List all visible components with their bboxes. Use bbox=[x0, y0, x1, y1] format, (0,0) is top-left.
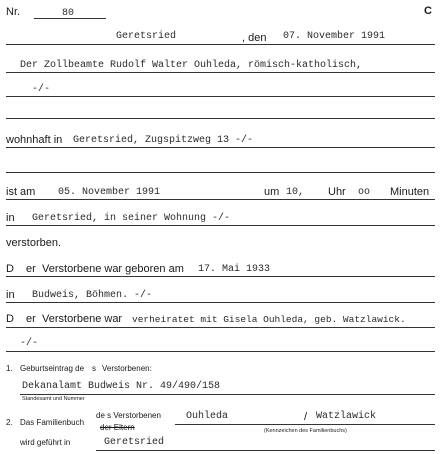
nr-label: Nr. bbox=[6, 6, 21, 18]
marriage-underline-1 bbox=[6, 327, 435, 328]
geburtseintrag-s: s bbox=[92, 364, 96, 373]
familienbuch-number: 2. bbox=[6, 418, 13, 427]
uhr-label: Uhr bbox=[328, 186, 346, 198]
nr-underline bbox=[34, 18, 106, 19]
familienbuch-struck-eltern: der Eltern bbox=[100, 423, 135, 432]
um-label: um bbox=[264, 186, 280, 198]
blank-underline-1 bbox=[6, 118, 435, 119]
familienbuch-name-1: Ouhleda bbox=[186, 411, 229, 422]
birth-place: Budweis, Böhmen. -/- bbox=[32, 290, 153, 301]
birth-in-label: in bbox=[6, 289, 15, 301]
gefuehrt-underline bbox=[96, 450, 435, 451]
person-underline-1 bbox=[6, 72, 435, 73]
header-underline bbox=[6, 44, 435, 45]
birth-d-letter: D bbox=[6, 263, 14, 275]
geburtseintrag-value: Dekanalamt Budweis Nr. 49/490/158 bbox=[22, 381, 221, 392]
blank-underline-2 bbox=[6, 172, 435, 173]
birth-date: 17. Mai 1933 bbox=[198, 264, 271, 275]
den-label: , den bbox=[242, 32, 267, 44]
marriage-er: er bbox=[26, 313, 36, 325]
record-date: 07. November 1991 bbox=[283, 31, 386, 42]
minuten-label: Minuten bbox=[390, 186, 430, 198]
geburtseintrag-label: Geburtseintrag de bbox=[20, 364, 85, 373]
marriage-value: verheiratet mit Gisela Ouhleda, geb. Watzlawick. bbox=[132, 314, 406, 325]
nr-value: 80 bbox=[62, 8, 75, 19]
geburtseintrag-sublabel: Standesamt und Nummer bbox=[22, 396, 85, 402]
residence-underline bbox=[6, 147, 435, 148]
marriage-label: Verstorbene war bbox=[42, 313, 123, 325]
marriage-d-letter: D bbox=[6, 313, 14, 325]
geburtseintrag-label-2: Verstorbenen: bbox=[102, 364, 152, 373]
death-date-underline bbox=[6, 199, 435, 200]
gefuehrt-label: wird geführt in bbox=[20, 438, 71, 447]
marriage-underline-2 bbox=[6, 351, 435, 352]
death-minutes: oo bbox=[358, 187, 371, 198]
gefuehrt-value: Geretsried bbox=[104, 437, 165, 448]
person-underline-2 bbox=[6, 96, 435, 97]
birth-label: Verstorbene war geboren am bbox=[42, 263, 184, 275]
geburtseintrag-underline bbox=[20, 394, 435, 395]
residence-label: wohnhaft in bbox=[6, 134, 63, 146]
familienbuch-underline bbox=[175, 424, 435, 425]
person-line-2: -/- bbox=[32, 84, 51, 95]
familienbuch-sublabel: (Kennzeichen des Familienbuchs) bbox=[264, 428, 347, 434]
marriage-line-2: -/- bbox=[20, 338, 39, 349]
person-line-1: Der Zollbeamte Rudolf Walter Ouhleda, römisch-katholisch, bbox=[20, 60, 363, 71]
death-hour: 10, bbox=[286, 187, 305, 198]
birth-er: er bbox=[26, 263, 36, 275]
death-place: Geretsried, in seiner Wohnung -/- bbox=[32, 213, 231, 224]
form-letter: C bbox=[424, 5, 432, 17]
death-date: 05. November 1991 bbox=[58, 187, 161, 198]
death-date-label: ist am bbox=[6, 186, 36, 198]
familienbuch-de-s: de s Verstorbenen bbox=[96, 411, 161, 420]
familienbuch-slash: / bbox=[304, 411, 308, 423]
death-in-label: in bbox=[6, 212, 15, 224]
death-place-underline bbox=[6, 225, 435, 226]
residence-value: Geretsried, Zugspitzweg 13 -/- bbox=[73, 135, 254, 146]
birth-place-underline bbox=[6, 302, 435, 303]
birth-date-underline bbox=[6, 276, 435, 277]
verstorben-label: verstorben. bbox=[6, 237, 62, 249]
geburtseintrag-number: 1. bbox=[6, 364, 13, 373]
place-of-record: Geretsried bbox=[116, 31, 177, 42]
familienbuch-name-2: Watzlawick bbox=[316, 411, 377, 422]
familienbuch-label: Das Familienbuch bbox=[20, 418, 85, 427]
